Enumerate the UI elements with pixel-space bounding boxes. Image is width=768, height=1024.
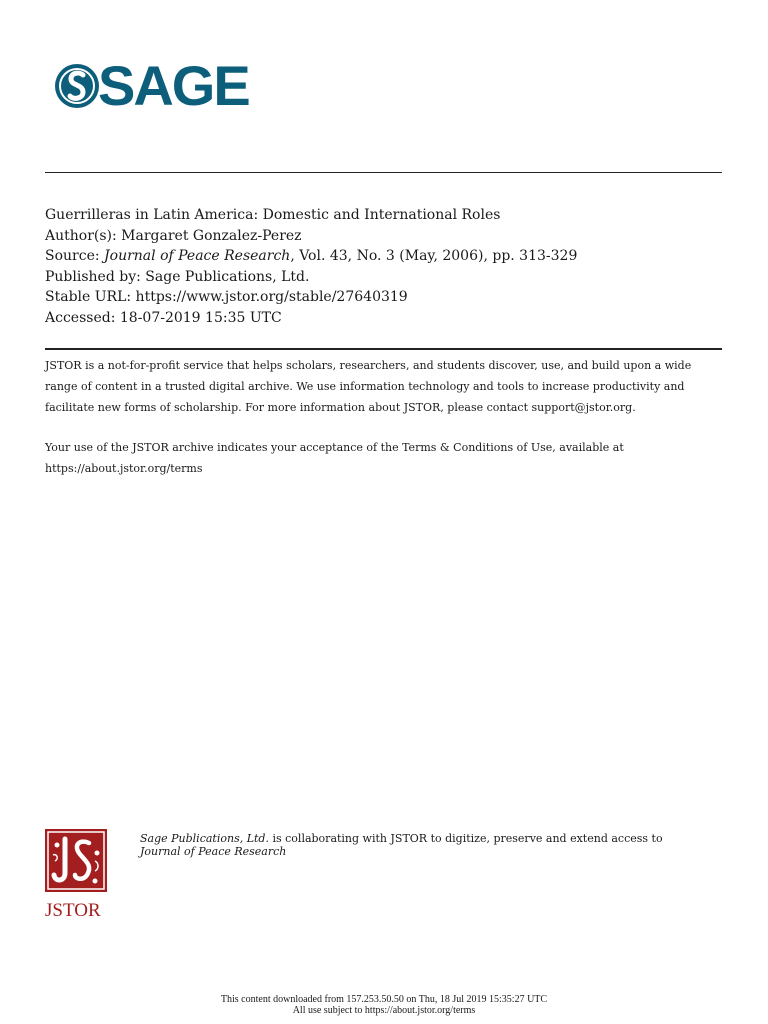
top-divider <box>45 172 722 173</box>
accessed-line <box>45 308 577 329</box>
jstor-notice <box>45 355 720 479</box>
footer-terms: All use subject to https://about.jstor.org/terms <box>292 1005 476 1016</box>
publisher-value: Sage Publications, Ltd. <box>145 268 310 285</box>
accessed-label: Accessed: <box>45 309 116 326</box>
collaboration-line-1 <box>140 832 663 845</box>
sage-logo-text: SAGE <box>98 54 249 117</box>
source-line <box>45 246 577 267</box>
jstor-logo <box>45 829 109 922</box>
stable-url-link[interactable]: https://www.jstor.org/stable/27640319 <box>135 289 408 306</box>
collaboration-statement <box>140 832 663 858</box>
authors-value: Margaret Gonzalez-Perez <box>121 227 302 244</box>
notice-paragraph-1: JSTOR is a not-for-profit service that helps scholars, researchers, and students discover, use, and build upon a wide range of content in a trusted digital archive. We use information technology and tools to increase productivity and facilitate new forms of scholarship. For more information about JSTOR, please contact support@jstor.org. <box>45 359 692 414</box>
accessed-value: 18-07-2019 15:35 UTC <box>119 309 282 326</box>
jstor-emblem-icon <box>45 829 107 892</box>
stable-url-label: Stable URL: <box>45 289 132 306</box>
jstor-logo-text: JSTOR <box>45 900 101 921</box>
source-label: Source: <box>45 248 100 265</box>
collaboration-journal: Journal of Peace Research <box>140 845 287 858</box>
article-title: Guerrilleras in Latin America: Domestic and International Roles <box>45 207 501 223</box>
download-footer <box>0 994 768 1016</box>
sage-logo <box>54 56 249 116</box>
authors-label: Author(s): <box>45 227 117 244</box>
journal-name: Journal of Peace Research <box>104 248 291 265</box>
collaboration-line-2 <box>140 845 663 858</box>
authors-line <box>45 226 577 247</box>
published-by-label: Published by: <box>45 268 141 285</box>
article-metadata <box>45 205 577 329</box>
collaboration-text: is collaborating with JSTOR to digitize, preserve and extend access to <box>268 832 663 845</box>
middle-divider <box>45 348 722 350</box>
footer-download-info: This content downloaded from 157.253.50.50 on Thu, 18 Jul 2019 15:35:27 UTC <box>220 994 548 1005</box>
collaboration-publisher: Sage Publications, Ltd. <box>140 832 269 845</box>
notice-paragraph-2: Your use of the JSTOR archive indicates your acceptance of the Terms & Conditions of Use, available at https://about.jstor.org/terms <box>45 441 624 475</box>
sage-emblem-icon <box>54 56 100 116</box>
source-details: , Vol. 43, No. 3 (May, 2006), pp. 313-329 <box>290 248 578 265</box>
publisher-line <box>45 267 577 288</box>
stable-url-line <box>45 287 577 308</box>
